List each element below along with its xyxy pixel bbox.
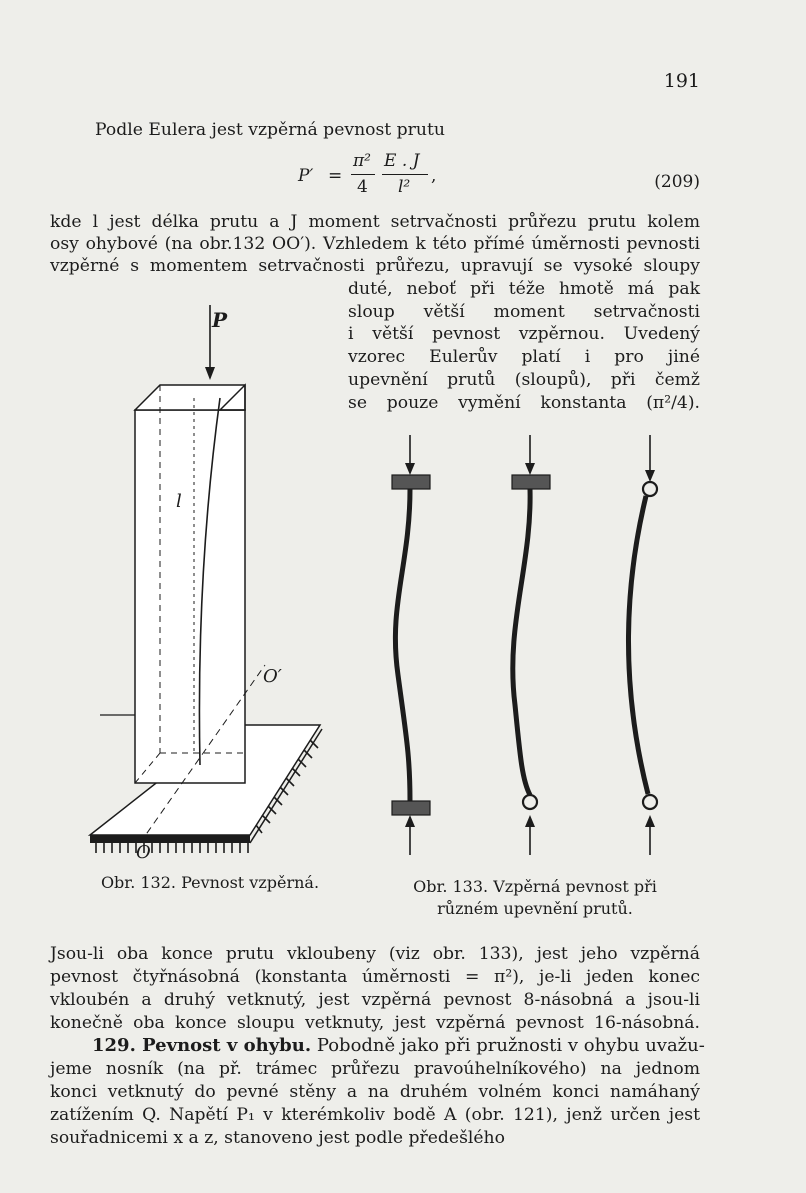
label-l: l (176, 491, 182, 512)
column-both-fixed (392, 435, 430, 855)
formula-lhs: P′ (298, 166, 314, 186)
text-line-11: Jsou-li oba konce prutu vkloubeny (viz obr. 133), jest jeho vzpěrná (50, 944, 700, 964)
section-heading: 129. Pevnost v ohybu. (92, 1035, 312, 1056)
text-line-6: sloup větší moment setrvačnosti (348, 302, 700, 322)
buckled-rod (513, 489, 530, 795)
text-line-5: duté, neboť při téže hmotě má pak (348, 279, 700, 299)
formula-denominator-1: 4 (357, 177, 368, 197)
column-top-face (135, 385, 245, 410)
clamp-top (392, 475, 430, 489)
text-line-15: Pobodně jako při pružnosti v ohybu uvažu- (316, 1035, 705, 1056)
base-plate-front-edge (90, 835, 250, 843)
page-number: 191 (663, 70, 700, 92)
text-line-7: i větší pevnost vzpěrnou. Uvedený (348, 324, 700, 344)
buckled-rod (628, 496, 648, 794)
text-line-4: vzpěrné s momentem setrvačnosti průřezu, upravují se vysoké sloupy (50, 256, 700, 276)
fraction-bar-2 (382, 174, 428, 175)
label-O: O (136, 842, 151, 863)
column-both-hinged (628, 435, 657, 855)
figure-132-caption: Obr. 132. Pevnost vzpěrná. (100, 873, 320, 892)
formula-comma: , (431, 166, 437, 186)
clamp-top (512, 475, 550, 489)
fraction-bar-1 (351, 174, 375, 175)
text-line-9: upevnění prutů (sloupů), při čemž (348, 370, 700, 390)
text-line-14: konečně oba konce sloupu vetknuty, jest vzpěrná pevnost 16-násobná. (50, 1013, 700, 1033)
arrow-head-top (405, 463, 415, 475)
text-line-2: kde l jest délka prutu a J moment setrvačnosti průřezu prutu kolem (50, 212, 700, 232)
figure-132-column (60, 295, 350, 875)
column-fixed-hinged (512, 435, 550, 855)
figure-133-caption-line-2: různém upevnění prutů. (437, 899, 633, 918)
text-line-18: zatížením Q. Napětí P₁ v kterémkoliv bodě A (obr. 121), jenž určen jest (50, 1105, 700, 1125)
load-arrow-head (205, 367, 215, 380)
hinge-bottom (643, 795, 657, 809)
text-line-8: vzorec Eulerův platí i pro jiné (348, 347, 700, 367)
text-line-3: osy ohybové (na obr.132 OO′). Vzhledem k této přímé úměrnosti pevnosti (50, 234, 700, 254)
formula-denominator-2: l² (398, 177, 411, 197)
buckled-rod (395, 489, 410, 801)
clamp-bottom (392, 801, 430, 815)
formula-numerator-2: E . J (384, 151, 420, 171)
column-front-face (135, 410, 245, 783)
figure-133-caption-line-1: Obr. 133. Vzpěrná pevnost při (413, 877, 657, 896)
text-line-1: Podle Eulera jest vzpěrná pevnost prutu (95, 120, 445, 140)
text-line-16: jeme nosník (na př. trámec průřezu pravoúhelníkového) na jednom (50, 1059, 700, 1079)
arrow-head-bottom (405, 815, 415, 827)
text-line-13: vkloubén a druhý vetknutý, jest vzpěrná pevnost 8-násobná a jsou-li (50, 990, 700, 1010)
label-O-prime: O′ (263, 666, 282, 687)
hinge-top (643, 482, 657, 496)
euler-formula (285, 150, 445, 200)
text-line-12: pevnost čtyřnásobná (konstanta úměrnosti = π²), je-li jeden konec (50, 967, 700, 987)
formula-equals: = (328, 166, 343, 186)
equation-number: (209) (654, 172, 700, 192)
formula-numerator-1: π² (353, 151, 371, 171)
section-129-first-line (92, 1035, 705, 1057)
text-line-19: souřadnicemi x a z, stanoveno jest podle předešlého (50, 1128, 505, 1148)
hinge-bottom (523, 795, 537, 809)
text-line-17: konci vetknutý do pevné stěny a na druhém volném konci namáhaný (50, 1082, 700, 1102)
text-line-10: se pouze vymění konstanta (π²/4). (348, 393, 700, 413)
figure-133-columns (370, 425, 690, 865)
label-P: P (212, 308, 228, 332)
